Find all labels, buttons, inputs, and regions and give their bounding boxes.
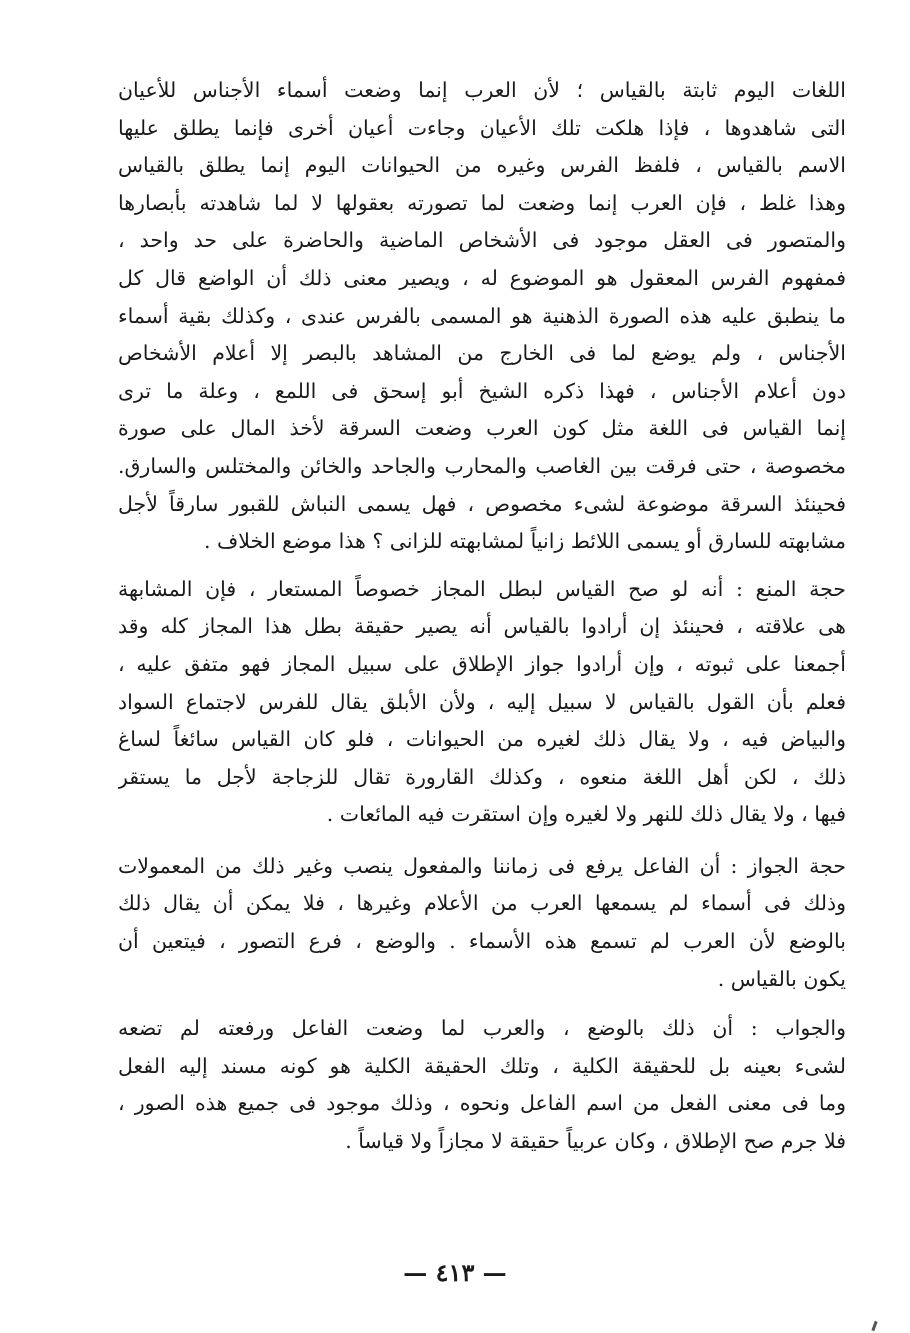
paragraph-language-analogy [118, 72, 846, 561]
page-number: — ٤١٣ — [403, 1258, 507, 1287]
text-line: فمفهوم الفرس المعقول هو الموضوع له ، ويصير معنى ذلك أن الواضع قال كل [118, 265, 846, 290]
text-line: الاسم بالقياس ، فلفظ الفرس وغيره من الحيوانات اليوم إنما يطلق بالقياس [118, 153, 846, 178]
text-line: لشىء بعينه بل للحقيقة الكلية ، وتلك الحقيقة الكلية هو كونه مسند إليه الفعل [118, 1053, 846, 1078]
text-line: بالوضع لأن العرب لم تسمع هذه الأسماء . والوضع ، فرع التصور ، فيتعين أن [118, 929, 846, 954]
text-line: مشابهته للسارق أو يسمى اللائط زانياً لمشابهته للزانى ؟ هذا موضع الخلاف . [203, 529, 846, 554]
text-line: التى شاهدوها ، فإذا هلكت تلك الأعيان وجاءت أعيان أخرى فإنما يطلق عليها [118, 115, 846, 140]
text-line: دون أعلام الأجناس ، فهذا ذكره الشيخ أبو إسحق فى اللمع ، وعلة ما ترى [118, 378, 846, 403]
document-page [118, 72, 846, 1302]
text-line: أجمعنا على ثبوته ، وإن أرادوا جواز الإطلاق على سبيل المجاز فهو متفق عليه ، [118, 651, 846, 676]
text-line: إنما القياس فى اللغة مثل كون العرب وضعت السرقة لأخذ المال على صورة [118, 416, 846, 441]
paragraph-answer [118, 1010, 846, 1160]
text-line: فيها ، ولا يقال ذلك للنهر ولا لغيره وإن استقرت فيه المائعات . [326, 802, 846, 827]
text-line: هى علاقته ، فحينئذ إن أرادوا بالقياس أنه يصير حقيقة بطل هذا المجاز كله وقد [118, 614, 846, 639]
text-line: اللغات اليوم ثابتة بالقياس ؛ لأن العرب إنما وضعت أسماء الأجناس للأعيان [118, 78, 846, 102]
text-line: حجة المنع : أنه لو صح القياس لبطل المجاز خصوصاً المستعار ، فإن المشابهة [118, 576, 846, 601]
scan-edge-mark [871, 1321, 877, 1331]
text-line: وهذا غلط ، فإن العرب إنما وضعت لما تصورته بعقولها لا لما شاهدته بأبصارها [118, 190, 846, 215]
text-line: وذلك فى أسماء لم يسمعها العرب من الأعلام وغيرها ، فلا يمكن أن يقال ذلك [118, 891, 846, 916]
text-line: فعلم بأن القول بالقياس لا سبيل إليه ، ولأن الأبلق يقال للفرس لاجتماع السواد [118, 689, 846, 714]
paragraph-argument-against [118, 571, 846, 834]
text-line: والمتصور فى العقل موجود فى الأشخاص الماضية والحاضرة على حد واحد ، [118, 228, 846, 253]
paragraph-argument-for [118, 848, 846, 998]
text-line: فحينئذ السرقة موضوعة لشىء مخصوص ، فهل يسمى النباش للقبور سارقاً لأجل [118, 491, 846, 516]
text-line: والبياض فيه ، ولا يقال ذلك لغيره من الحيوانات ، فلو كان القياس سائغاً لساغ [118, 727, 846, 752]
text-line: الأجناس ، ولم يوضع لما فى الخارج من المشاهد بالبصر إلا أعلام الأشخاص [118, 341, 846, 366]
text-line: ما ينطبق عليه هذه الصورة الذهنية هو المسمى بالفرس عندى ، وكذلك بقية أسماء [118, 303, 846, 328]
text-line: مخصوصة ، حتى فرقت بين الغاصب والمحارب والجاحد والخائن والمختلس والسارق. [118, 453, 846, 478]
text-line: حجة الجواز : أن الفاعل يرفع فى زماننا والمفعول ينصب وغير ذلك من المعمولات [118, 853, 846, 878]
text-line: فلا جرم صح الإطلاق ، وكان عربياً حقيقة لا مجازاً ولا قياساً . [345, 1129, 846, 1154]
text-line: وما فى معنى الفعل من اسم الفاعل ونحوه ، وذلك موجود فى جميع هذه الصور ، [118, 1091, 846, 1116]
text-line: والجواب : أن ذلك بالوضع ، والعرب لما وضعت الفاعل ورفعته لم تضعه [118, 1016, 846, 1041]
text-line: ذلك ، لكن أهل اللغة منعوه ، وكذلك القارورة تقال للزجاجة لأجل ما يستقر [118, 764, 846, 789]
text-line: يكون بالقياس . [717, 966, 846, 991]
